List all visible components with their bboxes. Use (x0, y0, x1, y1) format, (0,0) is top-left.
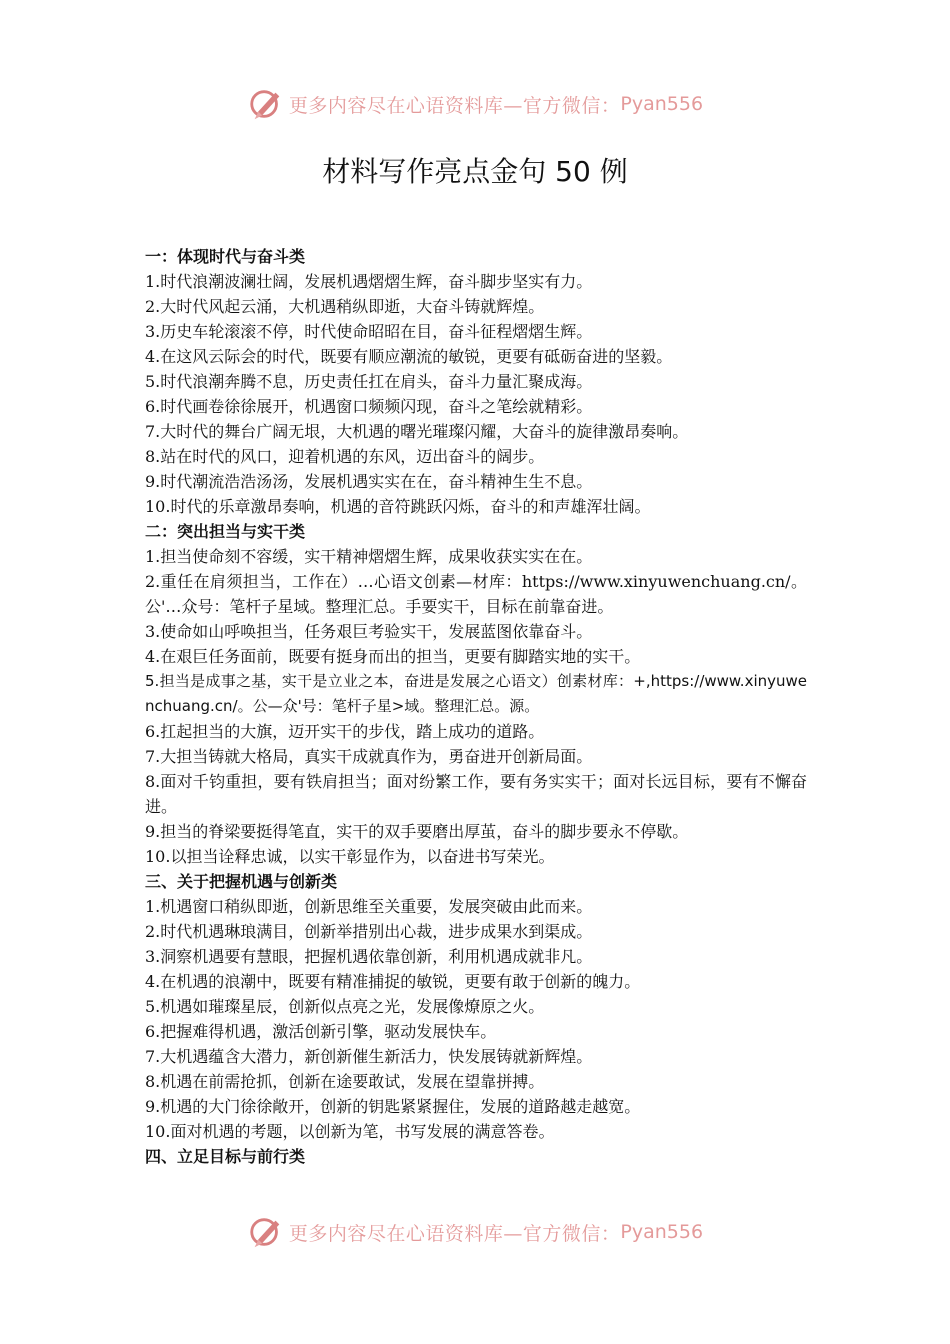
list-item: 6.把握难得机遇，激活创新引擎，驱动发展快车。 (145, 1022, 497, 1041)
list-item: 10.时代的乐章激昂奏响，机遇的音符跳跃闪烁，奋斗的和声雄浑壮阔。 (145, 497, 651, 516)
header-banner (0, 82, 950, 126)
list-item: 1.机遇窗口稍纵即逝，创新思维至关重要，发展突破由此而来。 (145, 897, 593, 916)
banner-brand: Pyan556 (620, 1221, 704, 1243)
pen-logo-icon (247, 1213, 285, 1251)
section-heading: 四、立足目标与前行类 (145, 1147, 306, 1166)
list-item: 9.担当的脊梁要挺得笔直，实干的双手要磨出厚茧，奋斗的脚步要永不停歇。 (145, 822, 689, 841)
list-item: 10.面对机遇的考题，以创新为笔，书写发展的满意答卷。 (145, 1122, 555, 1141)
list-item: 3.洞察机遇要有慧眼，把握机遇依靠创新，利用机遇成就非凡。 (145, 947, 593, 966)
section-heading: 三、关于把握机遇与创新类 (145, 872, 338, 891)
banner-text: 更多内容尽在心语资料库—官方微信： (288, 94, 621, 117)
list-item: 8.站在时代的风口，迎着机遇的东风，迈出奋斗的阔步。 (145, 447, 545, 466)
list-item: 4.在艰巨任务面前，既要有挺身而出的担当，更要有脚踏实地的实干。 (145, 647, 641, 666)
list-item: 7.大担当铸就大格局，真实干成就真作为，勇奋进开创新局面。 (145, 747, 593, 766)
list-item: 2.重任在肩须担当，工作在）…心语文创素—材库：https://www.xinyuwenchuang.cn/。公'…众号：笔杆子星域。整理汇总。手要实干，目标在前靠奋进。 (145, 572, 807, 616)
list-item: 4.在这风云际会的时代，既要有顺应潮流的敏锐，更要有砥砺奋进的坚毅。 (145, 347, 673, 366)
list-item: 1.时代浪潮波澜壮阔，发展机遇熠熠生辉，奋斗脚步坚实有力。 (145, 272, 593, 291)
list-item: 10.以担当诠释忠诚，以实干彰显作为，以奋进书写荣光。 (145, 847, 555, 866)
list-item: 4.在机遇的浪潮中，既要有精准捕捉的敏锐，更要有敢于创新的魄力。 (145, 972, 641, 991)
banner-brand: Pyan556 (620, 93, 704, 115)
list-item: 3.使命如山呼唤担当，任务艰巨考验实干，发展蓝图依靠奋斗。 (145, 622, 593, 641)
section-heading: 二：突出担当与实干类 (145, 522, 306, 541)
list-item: 9.时代潮流浩浩汤汤，发展机遇实实在在，奋斗精神生生不息。 (145, 472, 593, 491)
list-item: 9.机遇的大门徐徐敞开，创新的钥匙紧紧握住，发展的道路越走越宽。 (145, 1097, 641, 1116)
list-item: 6.扛起担当的大旗，迈开实干的步伐，踏上成功的道路。 (145, 722, 545, 741)
list-item: 8.面对千钧重担，要有铁肩担当；面对纷繁工作，要有务实实干；面对长远目标，要有不懈奋进。 (145, 772, 807, 816)
list-item: 5.时代浪潮奔腾不息，历史责任扛在肩头，奋斗力量汇聚成海。 (145, 372, 593, 391)
list-item: 3.历史车轮滚滚不停，时代使命昭昭在目，奋斗征程熠熠生辉。 (145, 322, 593, 341)
banner-text: 更多内容尽在心语资料库—官方微信： (288, 1222, 621, 1245)
section-heading: 一：体现时代与奋斗类 (145, 247, 306, 266)
footer-banner (0, 1210, 950, 1254)
page-title: 材料写作亮点金句 50 例 (322, 155, 628, 188)
pen-logo-icon (247, 85, 285, 123)
list-item: 2.时代机遇琳琅满目，创新举措别出心裁，进步成果水到渠成。 (145, 922, 593, 941)
list-item: 7.大机遇蕴含大潜力，新创新催生新活力，快发展铸就新辉煌。 (145, 1047, 593, 1066)
list-item: 2.大时代风起云涌，大机遇稍纵即逝，大奋斗铸就辉煌。 (145, 297, 545, 316)
document-body (145, 244, 807, 1169)
list-item: 7.大时代的舞台广阔无垠，大机遇的曙光璀璨闪耀，大奋斗的旋律激昂奏响。 (145, 422, 689, 441)
list-item: 1.担当使命刻不容缓，实干精神熠熠生辉，成果收获实实在在。 (145, 547, 593, 566)
list-item: 5.机遇如璀璨星辰，创新似点亮之光，发展像燎原之火。 (145, 997, 545, 1016)
list-item: 8.机遇在前需抢抓，创新在途要敢试，发展在望靠拼搏。 (145, 1072, 545, 1091)
list-item: 5.担当是成事之基，实干是立业之本，奋进是发展之心语文）创素材库：+,https://www.xinyuwenchuang.cn/。公—众'号：笔杆子星>域。整理汇总。源。 (145, 672, 807, 715)
list-item: 6.时代画卷徐徐展开，机遇窗口频频闪现，奋斗之笔绘就精彩。 (145, 397, 593, 416)
